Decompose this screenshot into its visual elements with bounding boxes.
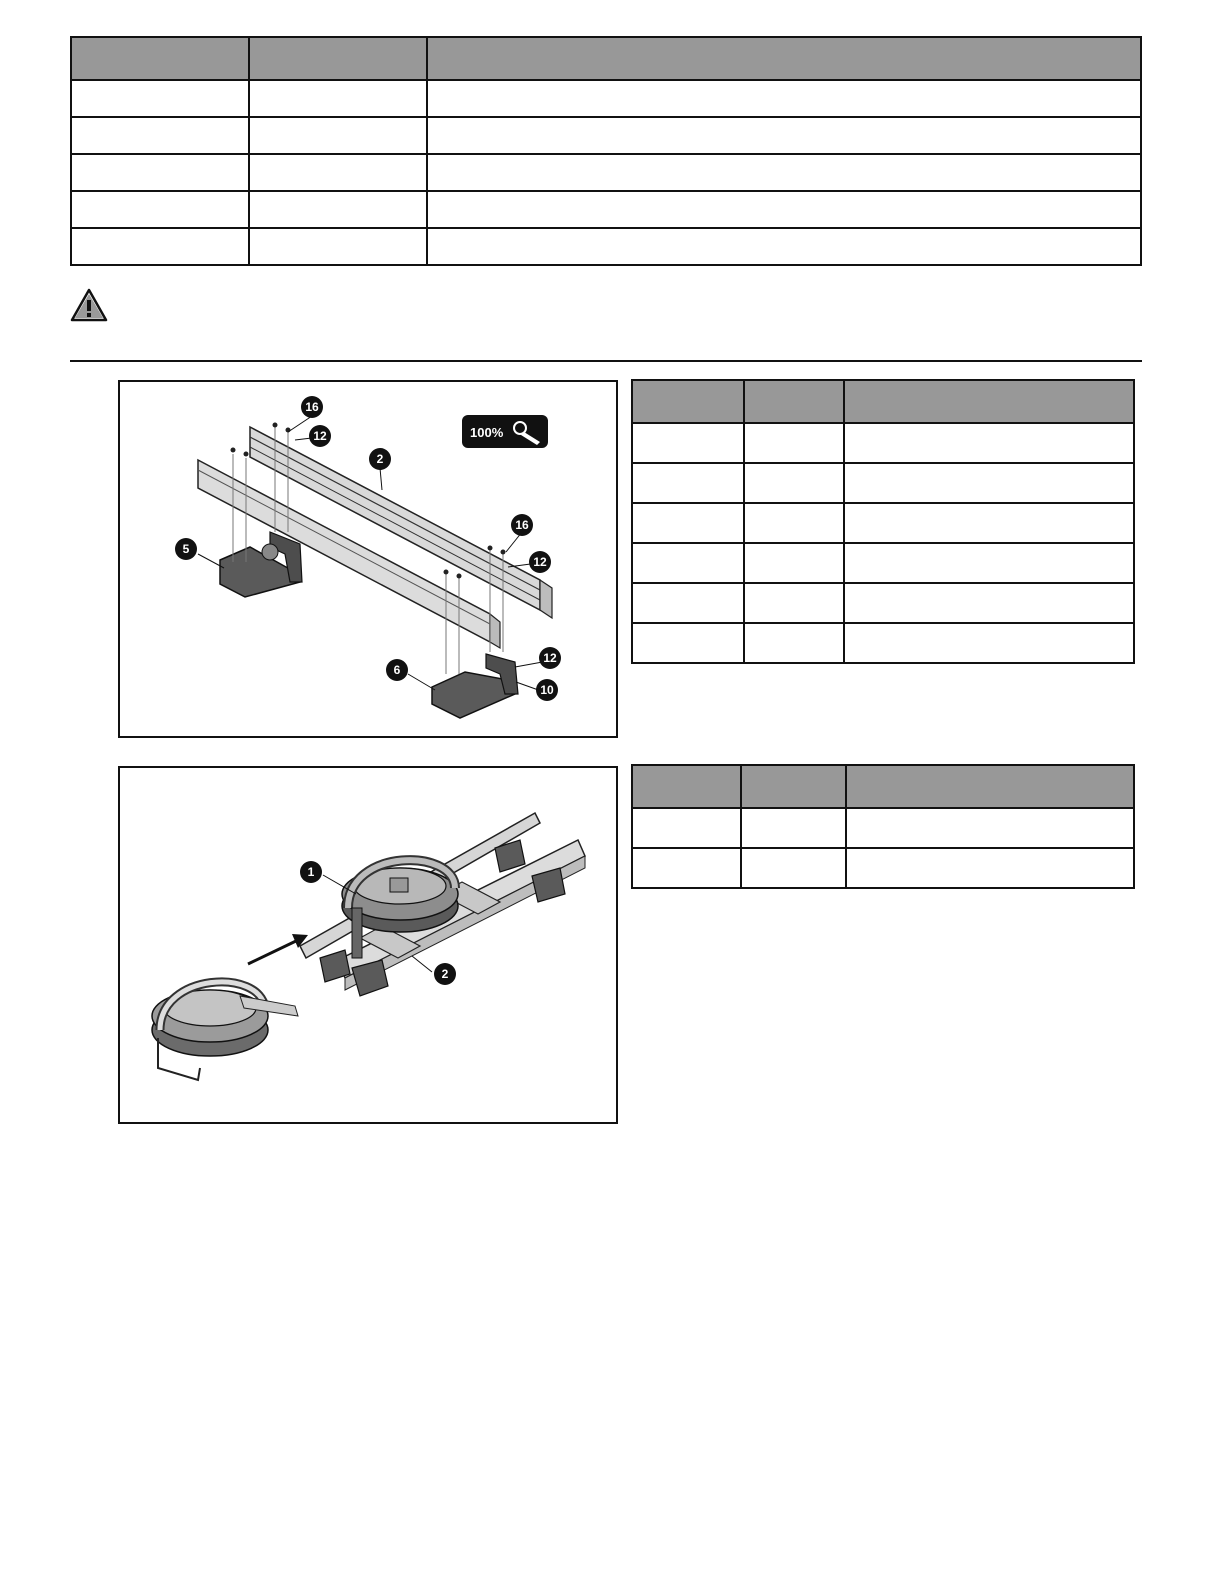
table-cell	[632, 848, 741, 888]
table-cell	[744, 543, 844, 583]
table-cell	[632, 463, 744, 503]
table-header-cell	[741, 765, 846, 808]
section-divider	[70, 360, 1142, 362]
table-cell	[632, 808, 741, 848]
table-cell	[71, 80, 249, 117]
svg-text:16: 16	[515, 518, 529, 532]
table-cell	[844, 583, 1134, 623]
table-row	[632, 583, 1134, 623]
table-header-cell	[844, 380, 1134, 423]
table-cell	[249, 228, 427, 265]
table-cell	[427, 228, 1141, 265]
table-row	[632, 423, 1134, 463]
table-cell	[632, 423, 744, 463]
table-cell	[846, 848, 1134, 888]
assembly-figure-step1	[118, 380, 618, 738]
insert-arrow-icon	[248, 934, 308, 964]
warning-triangle-icon	[70, 288, 108, 322]
table-cell	[632, 583, 744, 623]
table-cell	[632, 543, 744, 583]
table-header-row	[632, 765, 1134, 808]
table-cell	[249, 117, 427, 154]
callout	[536, 679, 558, 701]
svg-text:2: 2	[441, 967, 449, 981]
table-cell	[844, 423, 1134, 463]
table-row	[71, 154, 1141, 191]
assembly-figure-step2	[118, 766, 618, 1124]
table-row	[71, 80, 1141, 117]
table-cell	[632, 503, 744, 543]
table-row	[71, 117, 1141, 154]
table-cell	[744, 623, 844, 663]
torque-badge-label: 100%	[470, 425, 504, 440]
table-cell	[844, 623, 1134, 663]
table-row	[632, 808, 1134, 848]
table-cell	[741, 808, 846, 848]
table-cell	[844, 503, 1134, 543]
table-cell	[744, 423, 844, 463]
table-header-cell	[427, 37, 1141, 80]
table-cell	[744, 503, 844, 543]
table-cell	[249, 191, 427, 228]
parts-table-step2	[631, 764, 1135, 889]
table-row	[632, 848, 1134, 888]
table-cell	[741, 848, 846, 888]
callout	[309, 425, 331, 447]
callout	[434, 963, 456, 985]
svg-text:2: 2	[376, 452, 384, 466]
table-cell	[846, 808, 1134, 848]
svg-text:16: 16	[305, 400, 319, 414]
table-cell	[249, 154, 427, 191]
table-cell	[71, 154, 249, 191]
parts-table-top	[70, 36, 1142, 266]
table-cell	[427, 80, 1141, 117]
table-header-cell	[71, 37, 249, 80]
table-cell	[427, 154, 1141, 191]
table-cell	[844, 543, 1134, 583]
table-row	[632, 623, 1134, 663]
callout	[175, 538, 197, 560]
callout	[369, 448, 391, 470]
svg-text:5: 5	[182, 542, 190, 556]
svg-text:12: 12	[533, 555, 547, 569]
table-cell	[744, 583, 844, 623]
table-cell	[844, 463, 1134, 503]
table-cell	[744, 463, 844, 503]
torque-badge	[462, 415, 548, 448]
parts-table-step1	[631, 379, 1135, 664]
table-header-row	[71, 37, 1141, 80]
table-row	[632, 463, 1134, 503]
table-cell	[71, 191, 249, 228]
table-cell	[71, 228, 249, 265]
svg-text:12: 12	[543, 651, 557, 665]
svg-text:12: 12	[313, 429, 327, 443]
table-row	[71, 228, 1141, 265]
callout	[529, 551, 551, 573]
table-header-cell	[632, 380, 744, 423]
table-header-cell	[744, 380, 844, 423]
callout	[511, 514, 533, 536]
svg-text:10: 10	[540, 683, 554, 697]
table-header-row	[632, 380, 1134, 423]
table-header-cell	[249, 37, 427, 80]
table-cell	[71, 117, 249, 154]
figure2-illustration	[120, 768, 616, 1122]
table-row	[71, 191, 1141, 228]
callout	[301, 396, 323, 418]
table-row	[632, 543, 1134, 583]
table-cell	[427, 117, 1141, 154]
table-cell	[249, 80, 427, 117]
table-cell	[427, 191, 1141, 228]
figure1-illustration	[120, 382, 616, 736]
table-cell	[632, 623, 744, 663]
table-header-cell	[632, 765, 741, 808]
callout	[539, 647, 561, 669]
svg-text:1: 1	[307, 865, 315, 879]
svg-text:6: 6	[393, 663, 401, 677]
callout	[386, 659, 408, 681]
table-row	[632, 503, 1134, 543]
callout	[300, 861, 322, 883]
table-header-cell	[846, 765, 1134, 808]
